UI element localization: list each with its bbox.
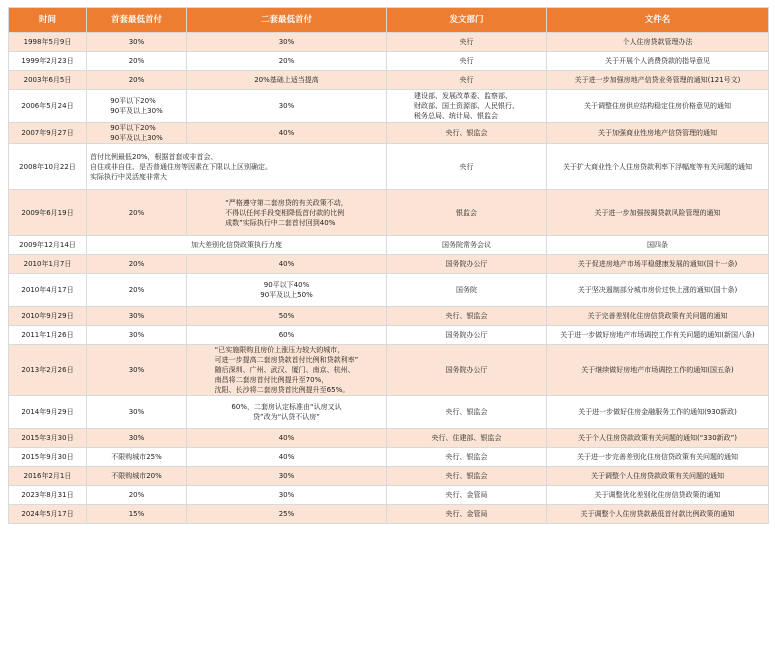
cell-department-text: 国务院办公厅 xyxy=(445,331,488,339)
cell-document-text: 关于进一步加强房地产信贷业务管理的通知(121号文) xyxy=(574,76,741,84)
cell-second-down-payment xyxy=(187,33,387,52)
cell-document xyxy=(547,255,769,274)
cell-second-down-payment xyxy=(187,396,387,429)
cell-second-down-payment-text: 20%基础上适当提高 xyxy=(254,76,319,84)
cell-document-text: 关于坚决遏制部分城市房价过快上涨的通知(国十条) xyxy=(577,286,738,294)
cell-date xyxy=(9,190,87,236)
cell-date xyxy=(9,255,87,274)
cell-merged-down-payment-text: 首付比例最低20%，根据首套或非首会、 自住或非自住、是否普通住房等因素在下限以上区别确定。 实际执行中灵活度非常大 xyxy=(90,152,272,181)
cell-date xyxy=(9,33,87,52)
cell-second-down-payment-text: 30% xyxy=(278,102,295,110)
cell-first-down-payment xyxy=(87,52,187,71)
cell-date xyxy=(9,71,87,90)
cell-document xyxy=(547,486,769,505)
table-row xyxy=(9,190,769,236)
cell-department-text: 国务院 xyxy=(456,286,477,294)
cell-date xyxy=(9,274,87,307)
cell-document xyxy=(547,52,769,71)
cell-first-down-payment-text: 30% xyxy=(128,312,145,320)
cell-first-down-payment-text: 30% xyxy=(128,331,145,339)
cell-second-down-payment xyxy=(187,307,387,326)
table-row xyxy=(9,255,769,274)
cell-first-down-payment-text: 20% xyxy=(128,76,145,84)
cell-document-text: 关于促进房地产市场平稳健康发展的通知(国十一条) xyxy=(577,260,738,268)
cell-date xyxy=(9,486,87,505)
cell-date xyxy=(9,326,87,345)
cell-department-text: 央行、金管局 xyxy=(445,510,488,518)
table-row xyxy=(9,52,769,71)
cell-department xyxy=(387,71,547,90)
cell-document-text: 关于进一步完善差别化住房信贷政策有关问题的通知 xyxy=(577,453,738,461)
cell-second-down-payment-text: 30% xyxy=(278,472,295,480)
cell-first-down-payment-text: 20% xyxy=(128,286,145,294)
cell-document-text: 关于加强商业性房地产信贷管理的通知 xyxy=(598,129,717,137)
cell-second-down-payment xyxy=(187,448,387,467)
cell-first-down-payment xyxy=(87,448,187,467)
cell-second-down-payment-text: 25% xyxy=(278,510,295,518)
cell-department-text: 央行、银监会 xyxy=(445,312,488,320)
cell-date-text: 2015年3月30日 xyxy=(21,434,74,442)
cell-department-text: 央行 xyxy=(459,162,474,171)
cell-department xyxy=(387,345,547,396)
cell-document xyxy=(547,505,769,524)
cell-second-down-payment-text: 40% xyxy=(278,260,295,268)
cell-date xyxy=(9,123,87,144)
cell-document xyxy=(547,345,769,396)
cell-first-down-payment xyxy=(87,396,187,429)
cell-department xyxy=(387,448,547,467)
table-row xyxy=(9,307,769,326)
cell-department-text: 银监会 xyxy=(456,208,477,217)
cell-merged-down-payment xyxy=(87,236,387,255)
cell-department xyxy=(387,52,547,71)
cell-second-down-payment-text: 60%，二套房认定标准由“认房又认 贷”改为“认贷不认房” xyxy=(231,403,342,421)
cell-department-text: 央行、住建部、银监会 xyxy=(431,434,502,442)
cell-second-down-payment xyxy=(187,505,387,524)
cell-department-text: 央行 xyxy=(459,38,474,46)
cell-second-down-payment-text: 60% xyxy=(278,331,295,339)
cell-document xyxy=(547,236,769,255)
cell-first-down-payment-text: 不限购城市20% xyxy=(111,472,162,480)
cell-document xyxy=(547,190,769,236)
cell-date-text: 1998年5月9日 xyxy=(23,38,72,46)
cell-document-text: 关于调整个人住房贷款政策有关问题的通知 xyxy=(591,472,724,480)
cell-first-down-payment-text: 90平以下20% 90平及以上30% xyxy=(110,124,163,142)
cell-document xyxy=(547,396,769,429)
table-row xyxy=(9,90,769,123)
cell-first-down-payment xyxy=(87,190,187,236)
cell-first-down-payment-text: 20% xyxy=(128,491,145,499)
cell-department-text: 建设部、发展改革委、监察部、 财政部、国土资源部、人民银行、 税务总局、统计局、银监会 xyxy=(414,92,519,120)
cell-date xyxy=(9,52,87,71)
cell-department-text: 央行、银监会 xyxy=(445,129,488,137)
cell-department xyxy=(387,90,547,123)
cell-date-text: 2009年12月14日 xyxy=(19,241,76,249)
cell-department-text: 央行、银监会 xyxy=(445,472,488,480)
cell-department-text: 国务院办公厅 xyxy=(445,260,488,268)
cell-second-down-payment xyxy=(187,274,387,307)
cell-date xyxy=(9,144,87,190)
table-row xyxy=(9,396,769,429)
cell-department xyxy=(387,396,547,429)
cell-department-text: 国务院常务会议 xyxy=(442,241,491,249)
cell-department xyxy=(387,467,547,486)
cell-document-text: 关于调整优化差别化住房信贷政策的通知 xyxy=(594,491,721,499)
header-issuing-department: 发文部门 xyxy=(387,8,547,33)
cell-document-text: 关于调整个人住房贷款最低首付款比例政策的通知 xyxy=(580,510,735,518)
cell-first-down-payment-text: 20% xyxy=(128,57,145,65)
cell-document xyxy=(547,307,769,326)
cell-second-down-payment-text: “已实施限购且房价上涨压力较大的城市， 可进一步提高二套房贷款首付比例和贷款利率” 随后深圳、广州、武汉、厦门、南京、杭州、 南昌将二套房首付比例提升至70%， 沈阳、长沙将二套房贷首比例提升至65%。 xyxy=(214,346,359,394)
table-row xyxy=(9,33,769,52)
cell-first-down-payment-text: 90平以下20% 90平及以上30% xyxy=(110,97,163,115)
cell-second-down-payment-text: “严格遵守第二套房贷的有关政策不动， 不得以任何手段变相降低首付款的比例 成数”实际执行中二套首付回到40% xyxy=(225,198,348,227)
cell-date xyxy=(9,90,87,123)
cell-department-text: 央行、银监会 xyxy=(445,453,488,461)
table-row xyxy=(9,345,769,396)
cell-second-down-payment-text: 50% xyxy=(278,312,295,320)
cell-date-text: 2003年6月5日 xyxy=(23,76,72,84)
cell-first-down-payment xyxy=(87,505,187,524)
cell-document xyxy=(547,71,769,90)
policy-table xyxy=(8,7,769,524)
cell-second-down-payment xyxy=(187,345,387,396)
cell-document xyxy=(547,429,769,448)
cell-first-down-payment xyxy=(87,90,187,123)
cell-date-text: 2015年9月30日 xyxy=(21,453,74,461)
cell-first-down-payment xyxy=(87,486,187,505)
cell-department-text: 央行、金管局 xyxy=(445,491,488,499)
cell-document-text: 关于继续做好房地产市场调控工作的通知(国五条) xyxy=(581,366,734,374)
cell-first-down-payment xyxy=(87,326,187,345)
cell-date xyxy=(9,307,87,326)
cell-date-text: 2007年9月27日 xyxy=(21,129,74,137)
cell-date xyxy=(9,505,87,524)
cell-department xyxy=(387,236,547,255)
header-second-down-payment: 二套最低首付 xyxy=(187,8,387,33)
cell-first-down-payment-text: 30% xyxy=(128,434,145,442)
header-first-down-payment: 首套最低首付 xyxy=(87,8,187,33)
cell-first-down-payment xyxy=(87,71,187,90)
cell-date-text: 2008年10月22日 xyxy=(19,162,76,171)
cell-department xyxy=(387,429,547,448)
cell-second-down-payment-text: 30% xyxy=(278,38,295,46)
cell-department-text: 国务院办公厅 xyxy=(445,366,488,374)
cell-department-text: 央行 xyxy=(459,76,474,84)
cell-date xyxy=(9,467,87,486)
cell-document-text: 关于进一步加强按揭贷款风险管理的通知 xyxy=(594,208,721,217)
cell-department xyxy=(387,307,547,326)
cell-date xyxy=(9,345,87,396)
cell-first-down-payment-text: 30% xyxy=(128,366,145,374)
cell-document xyxy=(547,123,769,144)
cell-date-text: 2016年2月1日 xyxy=(23,472,72,480)
cell-department xyxy=(387,486,547,505)
cell-second-down-payment xyxy=(187,429,387,448)
cell-second-down-payment xyxy=(187,90,387,123)
cell-second-down-payment-text: 90平以下40% 90平及以上50% xyxy=(260,281,313,299)
table-row xyxy=(9,429,769,448)
cell-department xyxy=(387,255,547,274)
cell-document-text: 关于进一步做好住房金融服务工作的通知(930新政) xyxy=(578,408,737,416)
cell-first-down-payment xyxy=(87,429,187,448)
cell-date-text: 2024年5月17日 xyxy=(21,510,74,518)
table-row xyxy=(9,71,769,90)
cell-date-text: 2009年6月19日 xyxy=(21,208,74,217)
table-row xyxy=(9,467,769,486)
cell-second-down-payment xyxy=(187,486,387,505)
cell-department-text: 央行、银监会 xyxy=(445,408,488,416)
cell-date-text: 2010年1月7日 xyxy=(23,260,72,268)
cell-date-text: 2011年1月26日 xyxy=(21,331,74,339)
cell-second-down-payment xyxy=(187,52,387,71)
cell-first-down-payment-text: 20% xyxy=(128,260,145,268)
cell-merged-down-payment-text: 加大差别化信贷政策执行力度 xyxy=(191,241,282,249)
cell-second-down-payment-text: 40% xyxy=(278,129,295,137)
cell-second-down-payment xyxy=(187,255,387,274)
cell-document-text: 关于扩大商业性个人住房贷款利率下浮幅度等有关问题的通知 xyxy=(563,162,752,171)
cell-document xyxy=(547,274,769,307)
table-row xyxy=(9,326,769,345)
table-row xyxy=(9,123,769,144)
cell-second-down-payment-text: 30% xyxy=(278,491,295,499)
cell-date-text: 2006年5月24日 xyxy=(21,102,74,110)
cell-first-down-payment-text: 30% xyxy=(128,38,145,46)
cell-document-text: 关于调整住房供应结构稳定住房价格意见的通知 xyxy=(584,102,731,110)
cell-first-down-payment-text: 30% xyxy=(128,408,145,416)
cell-first-down-payment xyxy=(87,345,187,396)
cell-second-down-payment-text: 40% xyxy=(278,453,295,461)
cell-first-down-payment xyxy=(87,33,187,52)
cell-document-text: 关于个人住房贷款政策有关问题的通知(“330新政”) xyxy=(577,434,738,442)
cell-second-down-payment xyxy=(187,71,387,90)
cell-document xyxy=(547,448,769,467)
cell-date xyxy=(9,396,87,429)
cell-date xyxy=(9,429,87,448)
cell-department xyxy=(387,326,547,345)
table-row xyxy=(9,448,769,467)
cell-department xyxy=(387,144,547,190)
table-row xyxy=(9,505,769,524)
cell-first-down-payment xyxy=(87,123,187,144)
cell-date xyxy=(9,236,87,255)
cell-document xyxy=(547,467,769,486)
cell-first-down-payment-text: 20% xyxy=(128,208,145,217)
header-date: 时间 xyxy=(9,8,87,33)
cell-date-text: 2010年4月17日 xyxy=(21,286,74,294)
cell-department xyxy=(387,274,547,307)
table-row xyxy=(9,274,769,307)
cell-document-text: 关于开展个人消费贷款的指导意见 xyxy=(605,57,710,65)
cell-document xyxy=(547,33,769,52)
cell-second-down-payment-text: 20% xyxy=(278,57,295,65)
cell-first-down-payment xyxy=(87,274,187,307)
cell-document-text: 个人住房贷款管理办法 xyxy=(622,38,693,46)
cell-second-down-payment-text: 40% xyxy=(278,434,295,442)
cell-document xyxy=(547,90,769,123)
cell-date xyxy=(9,448,87,467)
cell-date-text: 2014年9月29日 xyxy=(21,408,74,416)
cell-first-down-payment-text: 15% xyxy=(128,510,145,518)
table-row xyxy=(9,486,769,505)
cell-second-down-payment xyxy=(187,123,387,144)
cell-first-down-payment xyxy=(87,307,187,326)
cell-document-text: 国四条 xyxy=(647,241,668,249)
cell-department xyxy=(387,190,547,236)
table-header-row xyxy=(9,8,769,33)
cell-second-down-payment xyxy=(187,467,387,486)
cell-document xyxy=(547,144,769,190)
cell-date-text: 2010年9月29日 xyxy=(21,312,74,320)
cell-second-down-payment xyxy=(187,190,387,236)
cell-date-text: 1999年2月23日 xyxy=(21,57,74,65)
cell-document xyxy=(547,326,769,345)
table-row xyxy=(9,144,769,190)
cell-second-down-payment xyxy=(187,326,387,345)
cell-department xyxy=(387,33,547,52)
cell-department xyxy=(387,123,547,144)
cell-first-down-payment xyxy=(87,255,187,274)
cell-first-down-payment-text: 不限购城市25% xyxy=(111,453,162,461)
cell-document-text: 关于完善差别化住房信贷政策有关问题的通知 xyxy=(587,312,728,320)
cell-department xyxy=(387,505,547,524)
cell-document-text: 关于进一步做好房地产市场调控工作有关问题的通知(新国八条) xyxy=(560,331,755,339)
header-document-name: 文件名 xyxy=(547,8,769,33)
cell-date-text: 2023年8月31日 xyxy=(21,491,74,499)
cell-date-text: 2013年2月26日 xyxy=(21,366,74,374)
table-row xyxy=(9,236,769,255)
cell-department-text: 央行 xyxy=(459,57,474,65)
cell-merged-down-payment xyxy=(87,144,387,190)
cell-first-down-payment xyxy=(87,467,187,486)
